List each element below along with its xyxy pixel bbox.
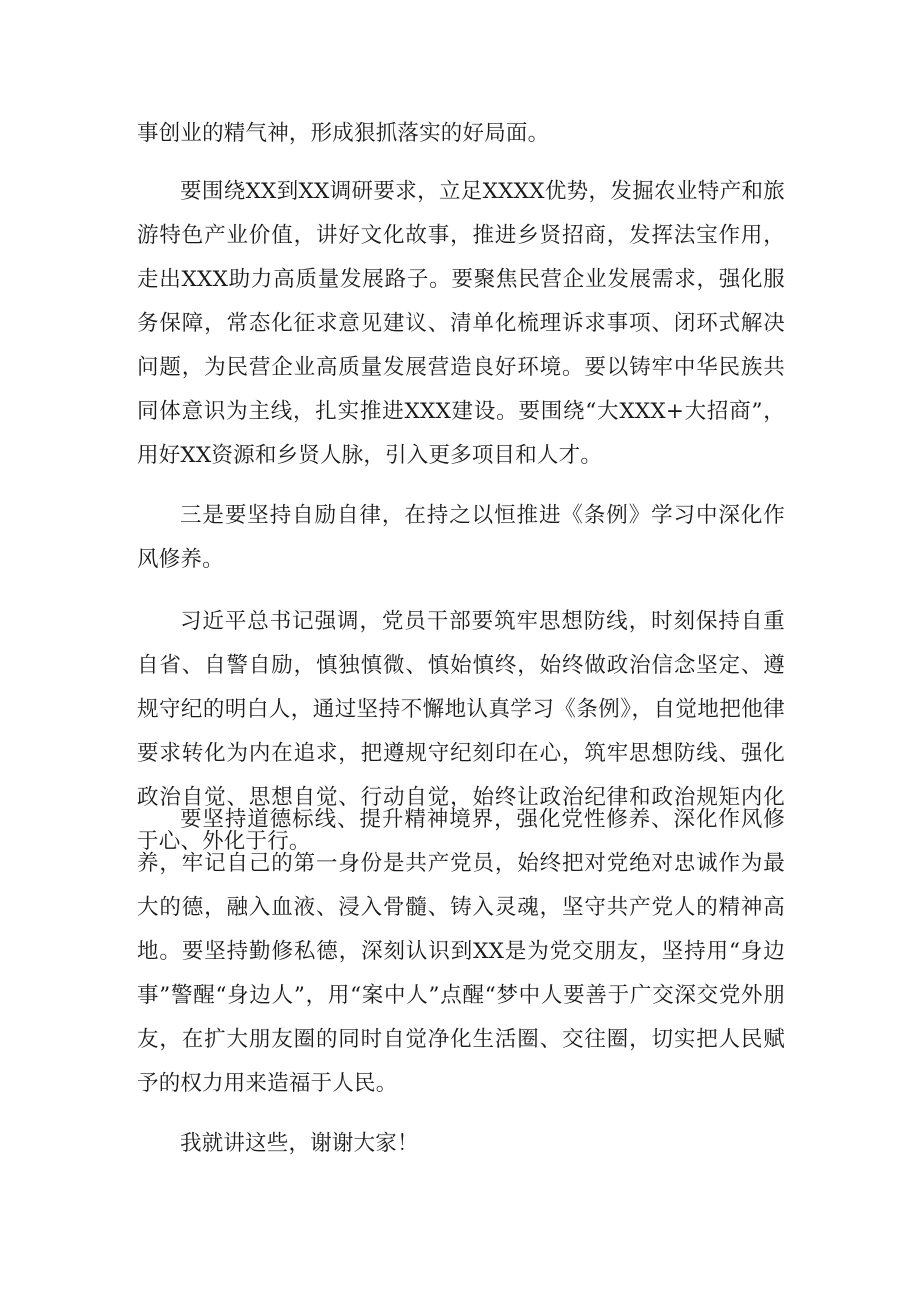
paragraph-moral-standards: 要坚持道德标线、提升精神境界，强化党性修养、深化作风修养，牢记自己的第一身份是共产党员，始终把对党绝对忠诚作为最大的德，融入血液、浸入骨髓、铸入灵魂，坚守共产党人的精神高地。要坚持勤修私德，深刻认识到XX是为党交朋友，坚持用“身边事”警醒“身边人”，用“案中人”点醒“梦中人要善于广交深交党外朋友，在扩大朋友圈的同时自觉净化生活圈、交往圈，切实把人民赋予的权力用来造福于人民。 [137,807,785,1096]
paragraph-closing: 我就讲这些，谢谢大家！ [180,1131,419,1156]
paragraph-continuation: 事创业的精气神，形成狠抓落实的好局面。 [137,121,550,146]
paragraph-section-heading-three: 三是要坚持自励自律，在持之以恒推进《条例》学习中深化作风修养。 [137,503,785,572]
paragraph-research-requirements: 要围绕XX到XX调研要求，立足XXXX优势，发掘农业特产和旅游特色产业价值，讲好文化故事，推进乡贤招商，发挥法宝作用，走出XXX助力高质量发展路子。要聚焦民营企业发展需求，强化服务保障，常态化征求意见建议、清单化梳理诉求事项、闭环式解决问题，为民营企业高质量发展营造良好环境。要以铸牢中华民族共同体意识为主线，扎实推进XXX建设。要围绕“大XXX+大招商”，用好XX资源和乡贤人脉，引入更多项目和人才。 [137,179,785,468]
paragraph-general-secretary-emphasis: 习近平总书记强调，党员干部要筑牢思想防线，时刻保持自重自省、自警自励，慎独慎微、慎始慎终，始终做政治信念坚定、遵规守纪的明白人，通过坚持不懈地认真学习《条例》，自觉地把他律要求转化为内在追求，把遵规守纪刻印在心，筑牢思想防线、强化政治自觉、思想自觉、行动自觉，始终让政治纪律和政治规矩内化于心、外化于行。 [137,609,785,854]
